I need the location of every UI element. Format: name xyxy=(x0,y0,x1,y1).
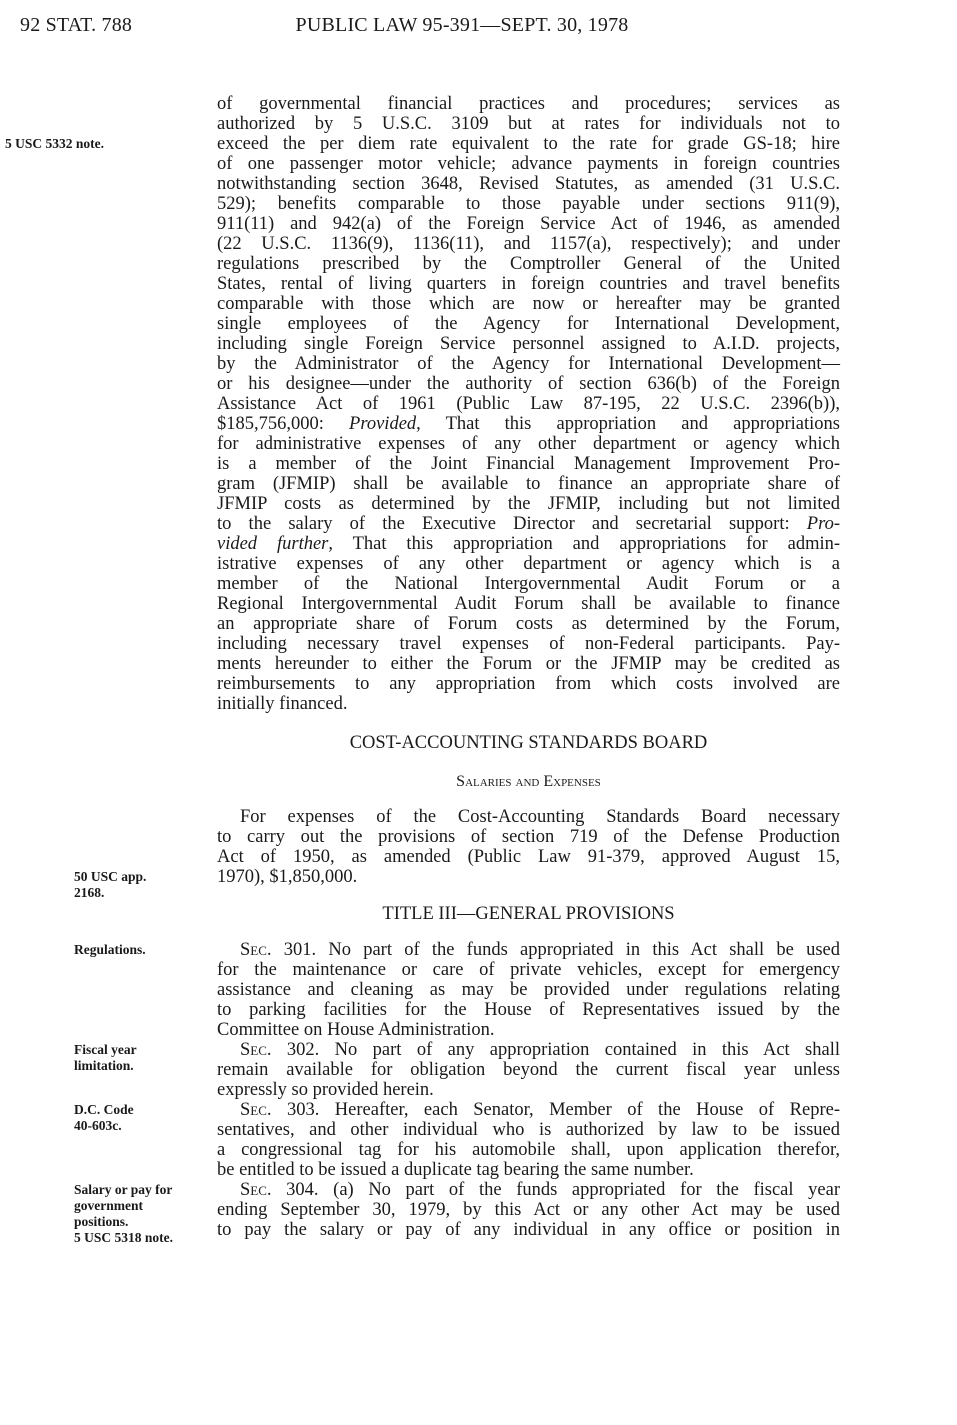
margin-note-line: 5 USC 5332 note. xyxy=(5,136,105,151)
margin-note-line: 50 USC app. xyxy=(74,869,147,884)
text-line xyxy=(217,114,840,134)
text-line xyxy=(217,314,840,334)
text-line xyxy=(217,1080,840,1100)
text-segment: Act of 1950, as amended (Public Law 91-379, approved August 15, xyxy=(217,847,840,867)
text-line xyxy=(217,1200,840,1220)
text-line xyxy=(217,214,840,234)
section-label: Sec xyxy=(240,1040,267,1060)
text-segment: notwithstanding section 3648, Revised Statutes, as amended (31 U.S.C. xyxy=(217,174,840,194)
text-line xyxy=(217,1100,840,1120)
margin-note-line: D.C. Code xyxy=(74,1102,134,1117)
text-line xyxy=(217,554,840,574)
text-line xyxy=(217,494,840,514)
text-segment: For expenses of the Cost-Accounting Standards Board necessary xyxy=(240,807,840,827)
text-segment: gram (JFMIP) shall be available to finance an appropriate share of xyxy=(217,474,840,494)
text-segment: to carry out the provisions of section 719 of the Defense Production xyxy=(217,827,840,847)
margin-note-line: Fiscal year xyxy=(74,1042,137,1057)
section-heading-board: COST-ACCOUNTING STANDARDS BOARD xyxy=(349,733,708,753)
text-line xyxy=(217,154,840,174)
text-segment: member of the National Intergovernmental Audit Forum or a xyxy=(217,574,840,594)
text-line xyxy=(217,634,840,654)
text-segment: sentatives, and other individual who is authorized by law to be issued xyxy=(217,1120,840,1140)
text-segment: for the maintenance or care of private vehicles, except for emergency xyxy=(217,960,840,980)
text-segment: (22 U.S.C. 1136(9), 1136(11), and 1157(a), respectively); and under xyxy=(217,234,840,254)
text-line xyxy=(217,674,840,694)
text-line xyxy=(217,534,840,554)
text-line xyxy=(217,1220,840,1240)
text-segment: States, rental of living quarters in foreign countries and travel benefits xyxy=(217,274,840,294)
margin-note-line: 2168. xyxy=(74,885,105,900)
text-segment: a congressional tag for his automobile shall, upon application therefor, xyxy=(217,1140,840,1160)
text-segment: be entitled to be issued a duplicate tag bearing the same number. xyxy=(217,1160,694,1180)
section-label: Sec xyxy=(240,1100,267,1120)
text-segment: Regional Intergovernmental Audit Forum shall be available to finance xyxy=(217,594,840,614)
text-segment: Committee on House Administration. xyxy=(217,1020,495,1040)
text-segment: of governmental financial practices and procedures; services as xyxy=(217,94,840,114)
text-segment: regulations prescribed by the Comptroller General of the United xyxy=(217,254,840,274)
text-segment: reimbursements to any appropriation from which costs involved are xyxy=(217,674,840,694)
text-segment: including single Foreign Service personnel assigned to A.I.D. projects, xyxy=(217,334,840,354)
text-line xyxy=(217,254,840,274)
text-segment: by the Administrator of the Agency for International Development— xyxy=(217,354,840,374)
text-line xyxy=(217,1040,840,1060)
text-line xyxy=(217,394,840,414)
margin-note-line: limitation. xyxy=(74,1058,134,1073)
text-line xyxy=(217,614,840,634)
text-line xyxy=(217,574,840,594)
text-line xyxy=(217,234,840,254)
page-number: 92 STAT. 788 xyxy=(20,14,133,36)
text-segment: exceed the per diem rate equivalent to the rate for grade GS-18; hire xyxy=(217,134,840,154)
text-segment: to parking facilities for the House of Representatives issued by the xyxy=(217,1000,840,1020)
text-segment: ments hereunder to either the Forum or the JFMIP may be credited as xyxy=(217,654,840,674)
section-303 xyxy=(217,1100,840,1180)
text-line xyxy=(217,334,840,354)
text-segment: 529); benefits comparable to those payable under sections 911(9), xyxy=(217,194,840,214)
text-line xyxy=(217,194,840,214)
text-line xyxy=(217,827,840,847)
text-line xyxy=(217,940,840,960)
text-segment: 911(11) and 942(a) of the Foreign Service Act of 1946, as amended xyxy=(217,214,840,234)
text-line xyxy=(217,807,840,827)
text-segment: an appropriate share of Forum costs as determined by the Forum, xyxy=(217,614,840,634)
text-line xyxy=(217,414,840,434)
text-segment: . 301. No part of the funds appropriated in this Act shall be used xyxy=(266,940,840,960)
text-segment: single employees of the Agency for International Development, xyxy=(217,314,840,334)
text-line xyxy=(217,274,840,294)
text-segment: JFMIP costs as determined by the JFMIP, including but not limited xyxy=(217,494,840,514)
text-line xyxy=(217,174,840,194)
margin-note xyxy=(74,942,146,958)
text-segment: initially financed. xyxy=(217,694,348,714)
margin-note-line: government xyxy=(74,1198,143,1213)
text-line xyxy=(217,654,840,674)
text-segment: of one passenger motor vehicle; advance payments in foreign countries xyxy=(217,154,840,174)
section-304 xyxy=(217,1180,840,1240)
running-header: PUBLIC LAW 95-391—SEPT. 30, 1978 xyxy=(295,14,629,36)
text-segment: to the salary of the Executive Director and secretarial support: xyxy=(217,514,807,534)
text-segment: including necessary travel expenses of non-Federal participants. Pay- xyxy=(217,634,840,654)
text-line xyxy=(217,434,840,454)
text-line xyxy=(217,960,840,980)
text-segment: to pay the salary or pay of any individual in any office or position in xyxy=(217,1220,840,1240)
text-segment: . 303. Hereafter, each Senator, Member of the House of Repre- xyxy=(266,1100,840,1120)
text-line xyxy=(217,594,840,614)
text-line xyxy=(217,134,840,154)
text-line xyxy=(217,1120,840,1140)
text-segment: . 302. No part of any appropriation contained in this Act shall xyxy=(266,1040,840,1060)
text-segment: ending September 30, 1979, by this Act or any other Act may be used xyxy=(217,1200,840,1220)
text-segment: . 304. (a) No part of the funds appropriated for the fiscal year xyxy=(266,1180,840,1200)
italic-text: Provided xyxy=(349,414,417,434)
text-line xyxy=(217,1180,840,1200)
paragraph-continuation xyxy=(217,94,840,714)
margin-note xyxy=(74,1182,173,1246)
text-segment: is a member of the Joint Financial Management Improvement Pro- xyxy=(217,454,840,474)
italic-text: vided further xyxy=(217,534,329,554)
text-segment: , That this appropriation and appropriations xyxy=(416,414,840,434)
text-line xyxy=(217,454,840,474)
margin-note xyxy=(74,869,146,901)
text-line xyxy=(217,867,840,887)
text-segment: assistance and cleaning as may be provided under regulations relating xyxy=(217,980,840,1000)
text-segment: or his designee—under the authority of section 636(b) of the Foreign xyxy=(217,374,840,394)
section-label: Sec xyxy=(240,1180,267,1200)
paragraph-casb xyxy=(217,807,840,887)
margin-note-line: Salary or pay for xyxy=(74,1182,173,1197)
section-301 xyxy=(217,940,840,1040)
text-line xyxy=(217,474,840,494)
text-segment: expressly so provided herein. xyxy=(217,1080,434,1100)
margin-note xyxy=(5,136,104,152)
text-line xyxy=(217,694,840,714)
text-segment: istrative expenses of any other department or agency which is a xyxy=(217,554,840,574)
subheading-salaries: Salaries and Expenses xyxy=(456,773,601,790)
text-line xyxy=(217,1060,840,1080)
text-line xyxy=(217,1000,840,1020)
text-segment: $185,756,000: xyxy=(217,414,350,434)
text-line xyxy=(217,980,840,1000)
margin-note-line: 40-603c. xyxy=(74,1118,122,1133)
text-line xyxy=(217,354,840,374)
section-label: Sec xyxy=(240,940,267,960)
text-segment: Assistance Act of 1961 (Public Law 87-195, 22 U.S.C. 2396(b)), xyxy=(217,394,840,414)
title-heading: TITLE III—GENERAL PROVISIONS xyxy=(382,904,675,924)
margin-note-line: Regulations. xyxy=(74,942,146,957)
italic-text: Pro- xyxy=(806,514,840,534)
margin-note xyxy=(74,1042,137,1074)
text-line xyxy=(217,374,840,394)
text-line xyxy=(217,94,840,114)
margin-note xyxy=(74,1102,134,1134)
text-line xyxy=(217,1160,840,1180)
margin-note-line: 5 USC 5318 note. xyxy=(74,1230,174,1245)
text-line xyxy=(217,1140,840,1160)
text-segment: , That this appropriation and appropriations for admin- xyxy=(328,534,841,554)
margin-note-line: positions. xyxy=(74,1214,129,1229)
text-line xyxy=(217,847,840,867)
text-segment: comparable with those which are now or hereafter may be granted xyxy=(217,294,840,314)
text-line xyxy=(217,514,840,534)
text-segment: for administrative expenses of any other department or agency which xyxy=(217,434,840,454)
text-line xyxy=(217,1020,840,1040)
text-segment: remain available for obligation beyond the current fiscal year unless xyxy=(217,1060,840,1080)
text-segment: authorized by 5 U.S.C. 3109 but at rates for individuals not to xyxy=(217,114,840,134)
text-segment: 1970), $1,850,000. xyxy=(217,867,358,887)
section-302 xyxy=(217,1040,840,1100)
text-line xyxy=(217,294,840,314)
